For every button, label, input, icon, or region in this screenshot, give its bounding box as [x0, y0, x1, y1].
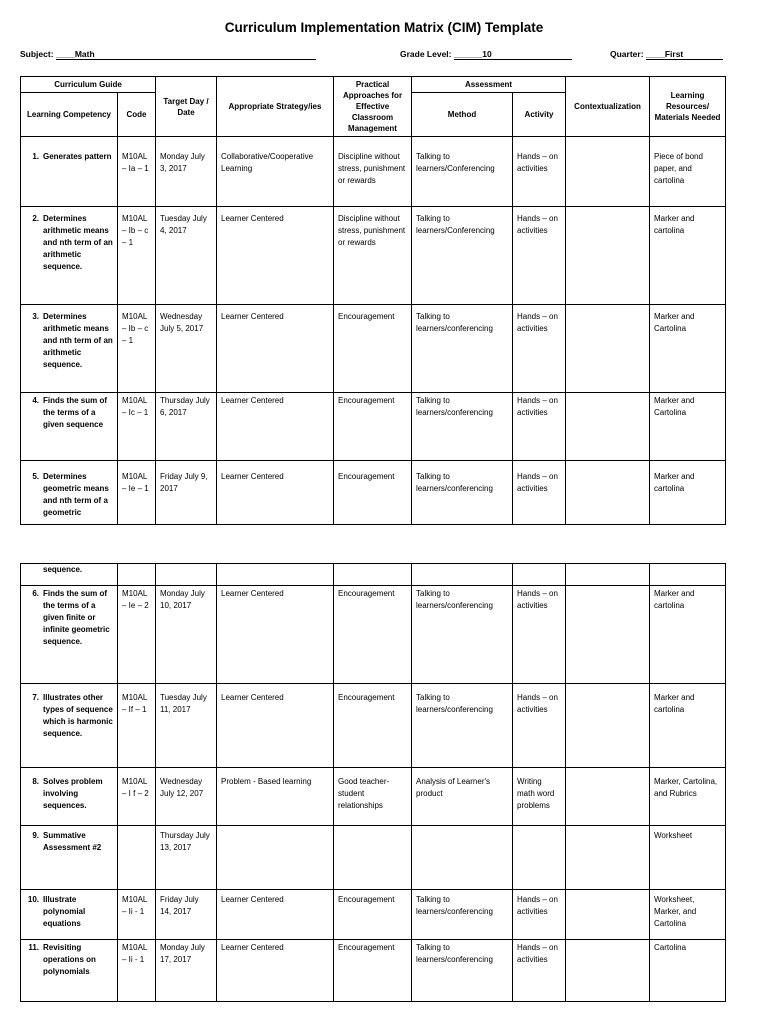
competency-cell — [21, 564, 118, 586]
context-cell — [566, 940, 650, 1002]
item-number: 4. — [32, 396, 39, 405]
competency-cell — [21, 393, 118, 461]
method-cell — [412, 564, 513, 586]
strategy-cell: Problem - Based learning — [217, 768, 334, 826]
activity-cell: Hands – on activities — [513, 207, 566, 305]
subject-value: ____Math — [56, 49, 316, 60]
quarter-value: ____First — [646, 49, 723, 60]
quarter-label: Quarter: — [610, 49, 644, 59]
code-cell: M10AL – Ii - 1 — [118, 890, 156, 940]
practical-cell — [334, 826, 412, 890]
competency-cell — [21, 890, 118, 940]
strategy-cell: Learner Centered — [217, 461, 334, 525]
table-row — [21, 207, 726, 305]
header-target-day: Target Day / Date — [156, 77, 217, 137]
table-row — [21, 684, 726, 768]
code-cell: M10AL – I f – 2 — [118, 768, 156, 826]
date-cell: Monday July 17, 2017 — [156, 940, 217, 1002]
table-row — [21, 826, 726, 890]
date-cell: Friday July 14, 2017 — [156, 890, 217, 940]
strategy-cell: Learner Centered — [217, 890, 334, 940]
item-number: 3. — [32, 312, 39, 321]
competency-cell — [21, 940, 118, 1002]
competency-text: Determines arithmetic means and nth term of an arithmetic sequence. — [43, 214, 113, 271]
practical-cell: Good teacher-student relationships — [334, 768, 412, 826]
method-cell: Talking to learners/conferencing — [412, 684, 513, 768]
cim-table-page1 — [20, 76, 726, 525]
date-cell: Monday July 10, 2017 — [156, 586, 217, 684]
method-cell: Talking to learners/conferencing — [412, 940, 513, 1002]
context-cell — [566, 768, 650, 826]
date-cell — [156, 564, 217, 586]
strategy-cell — [217, 564, 334, 586]
method-cell: Talking to learners/conferencing — [412, 461, 513, 525]
strategy-cell: Learner Centered — [217, 393, 334, 461]
header-method: Method — [412, 93, 513, 137]
subject-field — [20, 49, 316, 60]
date-cell: Tuesday July 11, 2017 — [156, 684, 217, 768]
grade-label: Grade Level: — [400, 49, 452, 59]
strategy-cell: Learner Centered — [217, 940, 334, 1002]
competency-cell — [21, 586, 118, 684]
activity-cell — [513, 564, 566, 586]
competency-text: Solves problem involving sequences. — [43, 777, 103, 810]
strategy-cell: Learner Centered — [217, 305, 334, 393]
practical-cell: Encouragement — [334, 461, 412, 525]
competency-text: Finds the sum of the terms of a given sequence — [43, 396, 107, 429]
date-cell: Thursday July 13, 2017 — [156, 826, 217, 890]
resources-cell: Worksheet, Marker, and Cartolina — [650, 890, 726, 940]
activity-cell: Hands – on activities — [513, 586, 566, 684]
resources-cell: Marker and cartolina — [650, 586, 726, 684]
method-cell: Talking to learners/Conferencing — [412, 207, 513, 305]
resources-cell: Marker and cartolina — [650, 461, 726, 525]
activity-cell: Hands – on activities — [513, 137, 566, 207]
activity-cell — [513, 826, 566, 890]
resources-cell: Marker, Cartolina, and Rubrics — [650, 768, 726, 826]
strategy-cell: Learner Centered — [217, 207, 334, 305]
competency-text: Finds the sum of the terms of a given finite or infinite geometric sequence. — [43, 589, 110, 646]
item-number: 6. — [32, 589, 39, 598]
practical-cell: Discipline without stress, punishment or rewards — [334, 207, 412, 305]
context-cell — [566, 393, 650, 461]
activity-cell: Hands – on activities — [513, 461, 566, 525]
table-row — [21, 564, 726, 586]
subject-label: Subject: — [20, 49, 54, 59]
competency-cell — [21, 684, 118, 768]
competency-text: Summative Assessment #2 — [43, 831, 102, 852]
activity-cell: Writing math word problems — [513, 768, 566, 826]
code-cell: M10AL – Ii - 1 — [118, 940, 156, 1002]
item-number: 2. — [32, 214, 39, 223]
activity-cell: Hands – on activities — [513, 305, 566, 393]
date-cell: Friday July 9, 2017 — [156, 461, 217, 525]
header-activity: Activity — [513, 93, 566, 137]
practical-cell: Encouragement — [334, 940, 412, 1002]
resources-cell: Worksheet — [650, 826, 726, 890]
header-contextualization: Contextualization — [566, 77, 650, 137]
resources-cell: Cartolina — [650, 940, 726, 1002]
resources-cell: Piece of bond paper, and cartolina — [650, 137, 726, 207]
competency-text: Determines arithmetic means and nth term of an arithmetic sequence. — [43, 312, 113, 369]
practical-cell: Encouragement — [334, 305, 412, 393]
header-curriculum-guide: Curriculum Guide — [21, 77, 156, 93]
activity-cell: Hands – on activities — [513, 393, 566, 461]
code-cell: M10AL – Ib – c – 1 — [118, 207, 156, 305]
table-row — [21, 393, 726, 461]
table-row — [21, 137, 726, 207]
item-number: 10. — [27, 895, 39, 904]
competency-cell — [21, 826, 118, 890]
competency-cell — [21, 768, 118, 826]
method-cell: Talking to learners/conferencing — [412, 305, 513, 393]
context-cell — [566, 684, 650, 768]
code-cell — [118, 564, 156, 586]
header-code: Code — [118, 93, 156, 137]
header-assessment: Assessment — [412, 77, 566, 93]
header-practical-approaches: Practical Approaches for Effective Classroom Management — [334, 77, 412, 137]
competency-text: sequence. — [43, 565, 83, 574]
strategy-cell — [217, 826, 334, 890]
table-row — [21, 890, 726, 940]
practical-cell: Encouragement — [334, 393, 412, 461]
practical-cell: Discipline without stress, punishment or rewards — [334, 137, 412, 207]
table-row — [21, 940, 726, 1002]
date-cell: Monday July 3, 2017 — [156, 137, 217, 207]
item-number — [25, 564, 39, 576]
strategy-cell: Collaborative/Cooperative Learning — [217, 137, 334, 207]
code-cell: M10AL – Ib – c – 1 — [118, 305, 156, 393]
code-cell: M10AL – Ie – 2 — [118, 586, 156, 684]
method-cell: Talking to learners/conferencing — [412, 890, 513, 940]
item-number: 5. — [32, 472, 39, 481]
resources-cell: Marker and cartolina — [650, 684, 726, 768]
grade-value: ______10 — [454, 49, 572, 60]
practical-cell: Encouragement — [334, 586, 412, 684]
activity-cell: Hands – on activities — [513, 940, 566, 1002]
method-cell: Talking to learners/conferencing — [412, 586, 513, 684]
header-learning-competency: Learning Competency — [21, 93, 118, 137]
practical-cell: Encouragement — [334, 890, 412, 940]
code-cell: M10AL – If – 1 — [118, 684, 156, 768]
code-cell — [118, 826, 156, 890]
code-cell: M10AL – Ia – 1 — [118, 137, 156, 207]
item-number: 8. — [32, 777, 39, 786]
competency-text: Revisiting operations on polynomials — [43, 943, 96, 976]
table-row — [21, 305, 726, 393]
method-cell: Talking to learners/conferencing — [412, 393, 513, 461]
context-cell — [566, 586, 650, 684]
quarter-field — [610, 49, 723, 60]
context-cell — [566, 137, 650, 207]
item-number: 11. — [28, 943, 39, 952]
context-cell — [566, 890, 650, 940]
resources-cell — [650, 564, 726, 586]
strategy-cell: Learner Centered — [217, 684, 334, 768]
date-cell: Thursday July 6, 2017 — [156, 393, 217, 461]
resources-cell: Marker and Cartolina — [650, 393, 726, 461]
context-cell — [566, 564, 650, 586]
competency-cell — [21, 305, 118, 393]
header-strategy: Appropriate Strategy/ies — [217, 77, 334, 137]
competency-text: Determines geometric means and nth term of a geometric — [43, 472, 109, 517]
competency-cell — [21, 207, 118, 305]
document-title: Curriculum Implementation Matrix (CIM) Template — [224, 20, 544, 35]
method-cell: Talking to learners/Conferencing — [412, 137, 513, 207]
header-resources: Learning Resources/ Materials Needed — [650, 77, 726, 137]
context-cell — [566, 826, 650, 890]
item-number: 9. — [32, 831, 39, 840]
code-cell: M10AL – Ic – 1 — [118, 393, 156, 461]
date-cell: Wednesday July 12, 207 — [156, 768, 217, 826]
competency-cell — [21, 137, 118, 207]
activity-cell: Hands – on activities — [513, 890, 566, 940]
activity-cell: Hands – on activities — [513, 684, 566, 768]
competency-text: Illustrates other types of sequence which is harmonic sequence. — [43, 693, 113, 738]
date-cell: Wednesday July 5, 2017 — [156, 305, 217, 393]
context-cell — [566, 305, 650, 393]
item-number: 1. — [32, 152, 39, 161]
context-cell — [566, 461, 650, 525]
resources-cell: Marker and cartolina — [650, 207, 726, 305]
item-number: 7. — [32, 693, 39, 702]
resources-cell: Marker and Cartolina — [650, 305, 726, 393]
table-row — [21, 461, 726, 525]
practical-cell: Encouragement — [334, 684, 412, 768]
code-cell: M10AL – Ie – 1 — [118, 461, 156, 525]
competency-cell — [21, 461, 118, 525]
context-cell — [566, 207, 650, 305]
competency-text: Illustrate polynomial equations — [43, 895, 86, 928]
table-row — [21, 586, 726, 684]
cim-table-page2 — [20, 563, 726, 1002]
date-cell: Tuesday July 4, 2017 — [156, 207, 217, 305]
practical-cell — [334, 564, 412, 586]
method-cell — [412, 826, 513, 890]
table-row — [21, 768, 726, 826]
competency-text: Generates pattern — [43, 152, 112, 161]
method-cell: Analysis of Learner's product — [412, 768, 513, 826]
strategy-cell: Learner Centered — [217, 586, 334, 684]
grade-field — [400, 49, 572, 60]
